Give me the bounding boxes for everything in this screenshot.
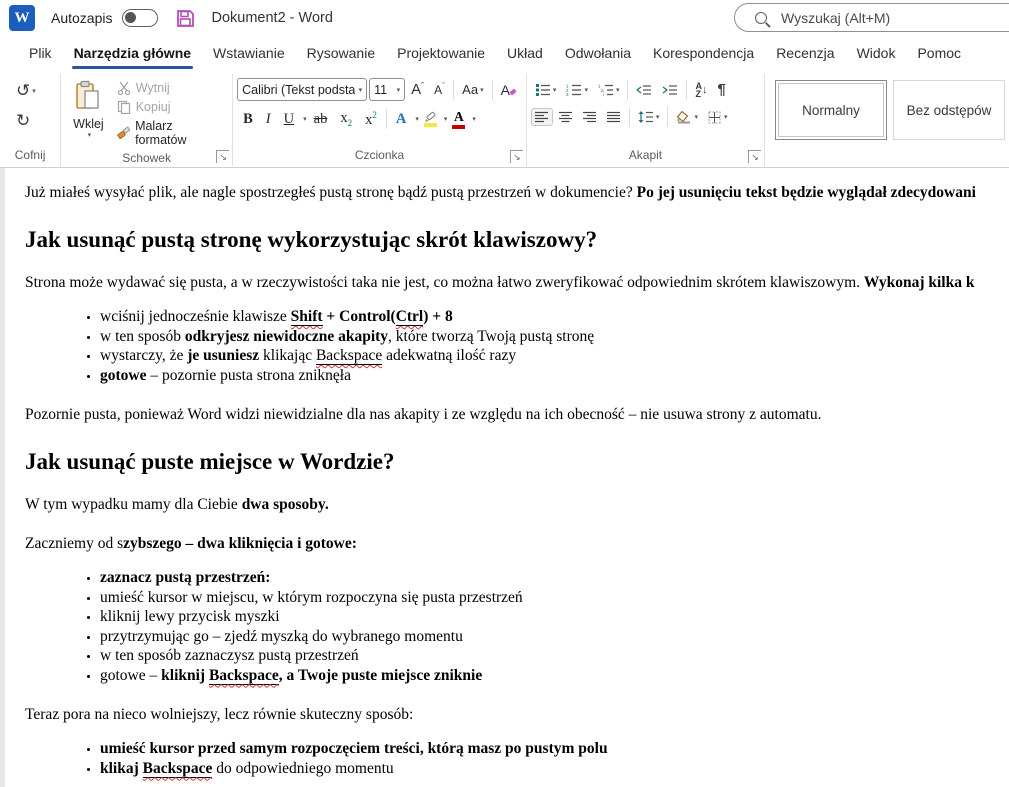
- redo-button[interactable]: [12, 110, 40, 132]
- list-item: [100, 646, 1009, 666]
- increase-indent-icon: [662, 84, 678, 96]
- list-item: [100, 568, 1009, 588]
- text-run: umieść kursor w miejscu, w którym rozpoczyna się pusta przestrzeń: [100, 588, 523, 606]
- divider: [667, 107, 668, 127]
- font-color-dropdown-icon[interactable]: ▾: [472, 116, 476, 124]
- group-clipboard-label: Schowek: [122, 151, 171, 165]
- text-run: klikaj: [100, 759, 143, 777]
- svg-text:1: 1: [566, 83, 569, 89]
- title-bar: [0, 0, 1009, 36]
- text-run: Pozornie pusta, ponieważ Word widzi niewidzialne dla nas akapity i ze względu na ich obecność – nie usuwa strony z automatu.: [25, 406, 822, 423]
- font-name-value: Calibri (Tekst podsta: [242, 82, 356, 97]
- format-painter-label: Malarz formatów: [135, 119, 187, 147]
- word-logo-icon[interactable]: [9, 5, 35, 31]
- text-run: Backspace: [315, 347, 383, 364]
- svg-text:a: a: [600, 88, 604, 93]
- highlight-dropdown-icon[interactable]: ▾: [443, 116, 448, 124]
- clear-formatting-icon: A: [500, 81, 510, 98]
- numbering-button[interactable]: 1 2 3 ▾: [566, 83, 588, 96]
- list-item: [100, 588, 1009, 608]
- text-run: Po jej usunięciu tekst będzie wyglądał zdecydowani: [636, 184, 976, 201]
- align-center-icon: [559, 111, 573, 123]
- shading-icon: [676, 111, 692, 124]
- bullet-list: [25, 568, 1009, 685]
- group-font: [232, 74, 526, 166]
- tab-narz-dzia-g-wne[interactable]: Narzędzia główne: [63, 39, 202, 67]
- tab-odwo-ania[interactable]: Odwołania: [564, 45, 631, 61]
- list-item: [100, 307, 1009, 327]
- highlight-color-bar: [424, 123, 437, 127]
- ribbon: [0, 70, 1009, 168]
- text-run: Ctrl: [395, 308, 424, 325]
- cut-button[interactable]: [112, 79, 228, 97]
- decrease-indent-button[interactable]: [632, 81, 656, 99]
- multilevel-list-button[interactable]: 1 a i ▾: [597, 83, 620, 96]
- list-item: [100, 346, 1009, 366]
- tab-wstawianie[interactable]: Wstawianie: [213, 45, 285, 61]
- divider: [386, 109, 387, 129]
- tab-recenzja[interactable]: Recenzja: [776, 45, 835, 61]
- text-effects-dropdown-icon[interactable]: ▾: [415, 116, 419, 124]
- text-run: wciśnij jednocześnie klawisze: [100, 308, 291, 325]
- list-item: [100, 366, 1009, 386]
- text-run: W tym wypadku mamy dla Ciebie: [25, 496, 242, 513]
- doc-paragraph: [25, 706, 1009, 724]
- tab-korespondencja[interactable]: Korespondencja: [653, 45, 755, 61]
- ribbon-tabs: [0, 36, 1009, 70]
- text-run: je usuniesz: [187, 347, 260, 364]
- text-run: + 8: [428, 308, 453, 325]
- undo-icon: ↺: [16, 81, 31, 100]
- document-content[interactable]: [0, 168, 1009, 778]
- subscript-button[interactable]: $x_2$: [340, 110, 353, 129]
- doc-paragraph: [25, 184, 1009, 202]
- text-run: zaznacz pustą przestrzeń:: [100, 569, 271, 586]
- align-center-button[interactable]: [555, 108, 577, 126]
- clipboard-dialog-launcher[interactable]: ↘: [216, 150, 229, 163]
- font-color-letter: A: [453, 109, 464, 125]
- increase-indent-button[interactable]: [658, 81, 682, 99]
- font-size-value: 11: [374, 82, 388, 97]
- font-dialog-launcher[interactable]: ↘: [510, 150, 523, 163]
- line-spacing-button[interactable]: ▾: [634, 108, 664, 126]
- grow-font-button[interactable]: A ˆ: [411, 80, 425, 98]
- list-item: [100, 627, 1009, 647]
- divider: [686, 80, 687, 100]
- doc-paragraph: [25, 535, 1009, 553]
- doc-paragraph: [25, 274, 1009, 292]
- text-run: – pozornie pusta strona zniknęła: [146, 366, 351, 384]
- text-run: Shift: [290, 308, 323, 325]
- line-spacing-icon: [638, 111, 654, 123]
- highlighter-icon: [424, 111, 437, 122]
- bullet-list: [25, 307, 1009, 385]
- autosave-toggle[interactable]: [122, 9, 158, 27]
- justify-icon: [607, 111, 621, 123]
- text-run: kliknij lewy przycisk myszki: [100, 608, 280, 625]
- text-run: Wykonaj kilka k: [863, 274, 975, 291]
- scissors-icon: [117, 81, 131, 95]
- search-input[interactable]: [734, 3, 1009, 32]
- justify-button[interactable]: [603, 108, 625, 126]
- doc-paragraph: [25, 496, 1009, 514]
- borders-icon: [708, 111, 722, 124]
- text-run: w ten sposób zaznaczysz pustą przestrzeń: [100, 647, 359, 664]
- decrease-indent-icon: [636, 84, 652, 96]
- text-run: do odpowiedniego momentu: [212, 759, 394, 777]
- paste-label: Wklej: [73, 117, 104, 131]
- numbering-icon: [566, 83, 582, 96]
- text-effects-button[interactable]: A: [395, 110, 407, 127]
- doc-paragraph: [25, 406, 1009, 424]
- search-placeholder: Wyszukaj (Alt+M): [781, 9, 891, 26]
- doc-heading: [25, 227, 1009, 253]
- strikethrough-button[interactable]: ab: [313, 110, 328, 127]
- underline-dropdown-icon[interactable]: ▾: [303, 116, 307, 124]
- borders-button[interactable]: ▾: [704, 108, 732, 127]
- pilcrow-icon: ¶: [717, 81, 726, 98]
- paste-button[interactable]: [65, 76, 112, 149]
- text-run: Backspace: [142, 759, 213, 777]
- cut-label: Wytnij: [135, 81, 170, 95]
- list-item: [100, 607, 1009, 627]
- text-run: w ten sposób: [100, 327, 185, 345]
- list-item: [100, 327, 1009, 347]
- copy-label: Kopiuj: [135, 100, 171, 114]
- clear-formatting-button[interactable]: [497, 80, 522, 100]
- text-run: kliknij: [161, 666, 209, 684]
- tab-uk-ad[interactable]: Układ: [507, 45, 543, 61]
- text-run: Control(: [339, 308, 396, 325]
- list-item: [100, 739, 1009, 759]
- text-run: , a Twoje puste miejsce zniknie: [278, 666, 483, 684]
- bullets-icon: [535, 83, 551, 96]
- shading-button[interactable]: ▾: [672, 108, 702, 127]
- align-right-icon: [583, 111, 597, 123]
- change-case-button[interactable]: Aa ▾: [462, 82, 484, 97]
- group-styles: [764, 74, 1009, 166]
- copy-icon: [117, 100, 131, 114]
- group-paragraph-label: Akapit: [628, 148, 663, 162]
- divider: [492, 80, 493, 100]
- text-run: adekwatną ilość razy: [382, 347, 517, 364]
- paragraph-dialog-launcher[interactable]: ↘: [748, 150, 761, 163]
- text-run: klikając: [259, 347, 316, 364]
- list-item: [100, 759, 1009, 779]
- bullet-list: [25, 739, 1009, 778]
- autosave-label: Autozapis: [51, 10, 113, 26]
- text-run: odkryjesz niewidoczne akapity: [184, 327, 389, 345]
- sort-button[interactable]: A Z ↓: [695, 80, 708, 99]
- shrink-font-icon: A: [434, 82, 443, 97]
- text-run: +: [322, 308, 340, 325]
- change-case-icon: Aa: [462, 82, 479, 97]
- group-paragraph: [526, 74, 764, 166]
- text-run: Zaczniemy od s: [25, 535, 124, 552]
- text-run: zybszego – dwa kliknięcia i gotowe:: [123, 535, 357, 552]
- text-run: Teraz pora na nieco wolniejszy, lecz równie skuteczny sposób:: [25, 706, 414, 723]
- bullets-button[interactable]: ▾: [531, 80, 561, 99]
- format-painter-button[interactable]: [112, 117, 228, 149]
- text-run: wystarczy, że: [100, 347, 188, 364]
- svg-text:2: 2: [566, 88, 569, 93]
- text-run: gotowe: [100, 366, 147, 384]
- text-run: przytrzymując go – zjedź myszką do wybranego momentu: [100, 627, 463, 645]
- word-logo-letter: W: [14, 9, 30, 26]
- divider: [627, 80, 628, 100]
- multilevel-list-icon: [598, 83, 614, 96]
- format-painter-icon: [117, 126, 130, 140]
- svg-text:3: 3: [566, 92, 569, 96]
- tab-widok[interactable]: Widok: [856, 45, 896, 61]
- autosave-toggle-knob: [125, 12, 136, 23]
- group-undo-label: Cofnij: [14, 148, 46, 162]
- svg-text:1: 1: [597, 83, 601, 89]
- clipboard-icon: [73, 80, 103, 114]
- tab-projektowanie[interactable]: Projektowanie: [397, 45, 486, 61]
- tab-plik[interactable]: Plik: [29, 45, 52, 61]
- text-run: Strona może wydawać się pusta, a w rzeczywistości taka nie jest, co można łatwo zweryfikować odpowiednim skrótem klawiszowym.: [25, 274, 864, 291]
- highlight-button[interactable]: [420, 110, 441, 128]
- font-color-button[interactable]: [448, 109, 469, 130]
- show-marks-button[interactable]: [713, 78, 729, 101]
- sort-icon: A Z: [695, 80, 702, 99]
- copy-button[interactable]: [112, 98, 228, 116]
- save-icon[interactable]: [176, 9, 195, 28]
- text-run: umieść kursor przed samym rozpoczęciem treści, którą masz po pustym polu: [100, 740, 608, 757]
- text-run: Backspace: [208, 666, 279, 684]
- group-font-label: Czcionka: [354, 148, 405, 162]
- grow-font-icon: A: [411, 81, 422, 98]
- italic-button[interactable]: I: [265, 110, 271, 127]
- document-area[interactable]: [0, 168, 1009, 787]
- font-name-select[interactable]: [237, 78, 367, 101]
- text-run: Jak usunąć pustą stronę wykorzystując skrót klawiszowy?: [25, 227, 598, 252]
- style-normalny[interactable]: Normalny: [775, 80, 887, 140]
- align-right-button[interactable]: [579, 108, 601, 126]
- chevron-down-icon: ▾: [32, 88, 36, 95]
- font-color-bar: [452, 125, 465, 129]
- text-run: , które tworzą Twoją pustą stronę: [388, 327, 595, 345]
- doc-heading: [25, 449, 1009, 475]
- align-left-icon: [535, 111, 549, 123]
- align-left-button[interactable]: [531, 108, 553, 126]
- group-clipboard: [60, 74, 232, 166]
- list-item: [100, 666, 1009, 686]
- superscript-button[interactable]: $x^2$: [365, 110, 377, 128]
- bold-button[interactable]: B: [243, 110, 253, 127]
- undo-button[interactable]: [12, 80, 40, 102]
- font-size-select[interactable]: [369, 78, 405, 101]
- group-undo: [0, 74, 60, 166]
- text-run: Jak usunąć puste miejsce w Wordzie?: [25, 449, 395, 474]
- redo-icon: ↻: [16, 111, 31, 130]
- text-run: ): [423, 308, 429, 325]
- tab-pomoc[interactable]: Pomoc: [917, 45, 962, 61]
- text-run: dwa sposoby.: [241, 496, 329, 513]
- chevron-down-icon: ▾: [396, 86, 401, 94]
- divider: [629, 107, 630, 127]
- paste-dropdown-icon[interactable]: ▾: [87, 132, 92, 139]
- chevron-down-icon: ▾: [358, 86, 363, 94]
- divider: [453, 80, 454, 100]
- shrink-font-button[interactable]: A ˇ: [434, 80, 446, 97]
- style-bez-odst-p-w[interactable]: Bez odstępów: [893, 80, 1005, 140]
- search-icon: [755, 12, 767, 24]
- document-title: Dokument2 - Word: [211, 10, 333, 26]
- text-run: gotowe –: [100, 666, 162, 684]
- text-run: Już miałeś wysyłać plik, ale nagle spostrzegłeś pustą stronę bądź pustą przestrzeń w dokumencie?: [25, 184, 637, 201]
- underline-button[interactable]: U: [283, 110, 295, 127]
- tab-rysowanie[interactable]: Rysowanie: [306, 45, 376, 61]
- svg-text:i: i: [602, 92, 604, 96]
